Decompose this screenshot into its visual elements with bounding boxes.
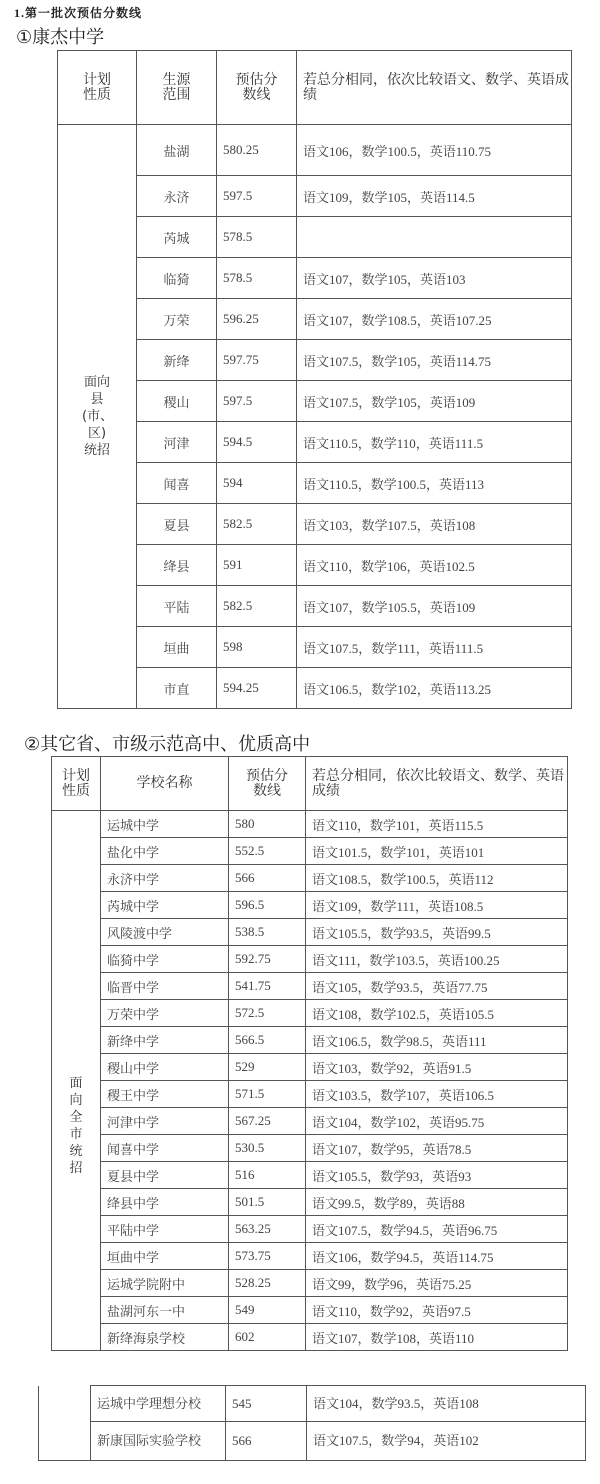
tiebreak-cell: 语文110.5，数学110，英语111.5 (297, 422, 572, 463)
school-name-cell: 新绛 (137, 340, 217, 381)
school-name-cell: 芮城 (137, 217, 217, 258)
score-cell: 516 (229, 1162, 306, 1189)
header-score: 预估分数线 (217, 51, 297, 125)
score-cell: 594.25 (217, 668, 297, 709)
score-cell: 596.5 (229, 892, 306, 919)
tiebreak-cell: 语文110.5，数学100.5，英语113 (297, 463, 572, 504)
score-cell: 549 (229, 1297, 306, 1324)
section1-title: ①康杰中学 (16, 27, 105, 48)
score-cell: 545 (226, 1386, 307, 1422)
tiebreak-cell: 语文104，数学93.5，英语108 (307, 1386, 586, 1422)
school-name-cell: 河津 (137, 422, 217, 463)
table-row (52, 1297, 568, 1324)
kangjie-score-table (57, 50, 572, 709)
tiebreak-cell: 语文104，数学102，英语95.75 (306, 1108, 568, 1135)
tiebreak-cell: 语文109，数学105，英语114.5 (297, 176, 572, 217)
school-name-cell: 新绛中学 (101, 1027, 229, 1054)
tiebreak-cell: 语文105.5，数学93.5，英语99.5 (306, 919, 568, 946)
score-cell: 566 (229, 865, 306, 892)
tiebreak-cell: 语文99，数学96，英语75.25 (306, 1270, 568, 1297)
tiebreak-cell: 语文108.5，数学100.5，英语112 (306, 865, 568, 892)
school-name-cell: 万荣中学 (101, 1000, 229, 1027)
school-name-cell: 稷王中学 (101, 1081, 229, 1108)
school-name-cell: 芮城中学 (101, 892, 229, 919)
tiebreak-cell: 语文107，数学105，英语103 (297, 258, 572, 299)
tiebreak-cell: 语文107，数学95，英语78.5 (306, 1135, 568, 1162)
tiebreak-cell: 语文99.5，数学89，英语88 (306, 1189, 568, 1216)
header-row (52, 757, 568, 811)
table-row (39, 1422, 586, 1461)
tiebreak-cell: 语文101.5，数学101，英语101 (306, 838, 568, 865)
school-name-cell: 新绛海泉学校 (101, 1324, 229, 1351)
header-source: 生源范围 (137, 51, 217, 125)
school-name-cell: 运城中学 (101, 811, 229, 838)
school-name-cell: 风陵渡中学 (101, 919, 229, 946)
score-cell: 572.5 (229, 1000, 306, 1027)
school-name-cell: 闻喜中学 (101, 1135, 229, 1162)
table-row (52, 946, 568, 973)
tiebreak-cell: 语文107，数学105.5，英语109 (297, 586, 572, 627)
tiebreak-cell: 语文106.5，数学102，英语113.25 (297, 668, 572, 709)
header-plan-type: 计划性质 (58, 51, 137, 125)
score-cell: 596.25 (217, 299, 297, 340)
header-tiebreak: 若总分相同，依次比较语文、数学、英语成绩 (306, 757, 568, 811)
score-cell: 582.5 (217, 586, 297, 627)
score-cell: 578.5 (217, 217, 297, 258)
plan-type-cell: 面向全市统招 (52, 811, 101, 1351)
score-cell: 563.25 (229, 1216, 306, 1243)
tiebreak-cell: 语文107，数学108，英语110 (306, 1324, 568, 1351)
tiebreak-cell: 语文107.5，数学105，英语114.75 (297, 340, 572, 381)
score-cell: 597.5 (217, 381, 297, 422)
score-cell: 594 (217, 463, 297, 504)
tiebreak-cell: 语文107.5，数学94.5，英语96.75 (306, 1216, 568, 1243)
header-plan-type: 计划性质 (52, 757, 101, 811)
table-row (52, 919, 568, 946)
score-cell: 552.5 (229, 838, 306, 865)
score-cell: 578.5 (217, 258, 297, 299)
score-cell: 594.5 (217, 422, 297, 463)
school-name-cell: 绛县 (137, 545, 217, 586)
score-cell: 571.5 (229, 1081, 306, 1108)
school-name-cell: 新康国际实验学校 (91, 1422, 226, 1461)
document-title: 1.第一批次预估分数线 (14, 6, 143, 20)
school-name-cell: 平陆中学 (101, 1216, 229, 1243)
table-row (52, 1081, 568, 1108)
table-row (52, 1054, 568, 1081)
tiebreak-cell: 语文110，数学92，英语97.5 (306, 1297, 568, 1324)
score-cell: 592.75 (229, 946, 306, 973)
score-cell: 501.5 (229, 1189, 306, 1216)
table-row (39, 1386, 586, 1422)
tiebreak-cell: 语文105.5，数学93，英语93 (306, 1162, 568, 1189)
school-name-cell: 夏县 (137, 504, 217, 545)
table-row (52, 892, 568, 919)
school-name-cell: 永济 (137, 176, 217, 217)
school-name-cell: 万荣 (137, 299, 217, 340)
plan-type-cell: 面向县(市、区)统招 (58, 125, 137, 709)
tiebreak-cell: 语文108，数学102.5，英语105.5 (306, 1000, 568, 1027)
table-row (52, 1000, 568, 1027)
score-cell: 541.75 (229, 973, 306, 1000)
school-name-cell: 临晋中学 (101, 973, 229, 1000)
score-cell: 582.5 (217, 504, 297, 545)
school-name-cell: 临猗中学 (101, 946, 229, 973)
tiebreak-cell: 语文106.5，数学98.5，英语111 (306, 1027, 568, 1054)
school-name-cell: 盐化中学 (101, 838, 229, 865)
table-row (52, 1135, 568, 1162)
table-row (52, 1324, 568, 1351)
table-row (52, 1162, 568, 1189)
school-name-cell: 运城中学理想分校 (91, 1386, 226, 1422)
school-name-cell: 稷山 (137, 381, 217, 422)
tiebreak-cell (297, 217, 572, 258)
school-name-cell: 临猗 (137, 258, 217, 299)
school-name-cell: 河津中学 (101, 1108, 229, 1135)
other-schools-score-table-continued (38, 1385, 586, 1461)
tiebreak-cell: 语文109，数学111，英语108.5 (306, 892, 568, 919)
tiebreak-cell: 语文106，数学94.5，英语114.75 (306, 1243, 568, 1270)
tiebreak-cell: 语文107，数学108.5，英语107.25 (297, 299, 572, 340)
score-cell: 529 (229, 1054, 306, 1081)
school-name-cell: 垣曲 (137, 627, 217, 668)
school-name-cell: 闻喜 (137, 463, 217, 504)
school-name-cell: 永济中学 (101, 865, 229, 892)
score-cell: 567.25 (229, 1108, 306, 1135)
header-score: 预估分数线 (229, 757, 306, 811)
tiebreak-cell: 语文107.5，数学111，英语111.5 (297, 627, 572, 668)
tiebreak-cell: 语文110，数学106，英语102.5 (297, 545, 572, 586)
school-name-cell: 运城学院附中 (101, 1270, 229, 1297)
score-cell: 598 (217, 627, 297, 668)
table-row (58, 125, 572, 176)
plan-type-cell-continued (39, 1422, 91, 1461)
tiebreak-cell: 语文103.5，数学107，英语106.5 (306, 1081, 568, 1108)
table-row (52, 1216, 568, 1243)
tiebreak-cell: 语文103，数学107.5，英语108 (297, 504, 572, 545)
score-cell: 566 (226, 1422, 307, 1461)
score-cell: 597.75 (217, 340, 297, 381)
table-row (52, 838, 568, 865)
school-name-cell: 盐湖 (137, 125, 217, 176)
header-source: 学校名称 (101, 757, 229, 811)
school-name-cell: 夏县中学 (101, 1162, 229, 1189)
score-cell: 530.5 (229, 1135, 306, 1162)
header-row (58, 51, 572, 125)
table-row (52, 973, 568, 1000)
other-schools-score-table (51, 756, 568, 1351)
score-cell: 566.5 (229, 1027, 306, 1054)
tiebreak-cell: 语文106，数学100.5，英语110.75 (297, 125, 572, 176)
score-cell: 528.25 (229, 1270, 306, 1297)
tiebreak-cell: 语文107.5，数学105，英语109 (297, 381, 572, 422)
school-name-cell: 市直 (137, 668, 217, 709)
table-row (52, 1270, 568, 1297)
tiebreak-cell: 语文105，数学93.5，英语77.75 (306, 973, 568, 1000)
score-cell: 597.5 (217, 176, 297, 217)
score-cell: 580 (229, 811, 306, 838)
school-name-cell: 平陆 (137, 586, 217, 627)
tiebreak-cell: 语文103，数学92，英语91.5 (306, 1054, 568, 1081)
school-name-cell: 盐湖河东一中 (101, 1297, 229, 1324)
school-name-cell: 垣曲中学 (101, 1243, 229, 1270)
plan-type-cell-continued (39, 1386, 91, 1422)
score-cell: 602 (229, 1324, 306, 1351)
table-row (52, 811, 568, 838)
score-cell: 538.5 (229, 919, 306, 946)
tiebreak-cell: 语文111，数学103.5，英语100.25 (306, 946, 568, 973)
score-cell: 591 (217, 545, 297, 586)
section2-title: ②其它省、市级示范高中、优质高中 (24, 734, 311, 755)
school-name-cell: 稷山中学 (101, 1054, 229, 1081)
table-row (52, 1189, 568, 1216)
school-name-cell: 绛县中学 (101, 1189, 229, 1216)
table-row (52, 1027, 568, 1054)
header-tiebreak: 若总分相同，依次比较语文、数学、英语成绩 (297, 51, 572, 125)
score-cell: 573.75 (229, 1243, 306, 1270)
tiebreak-cell: 语文107.5，数学94，英语102 (307, 1422, 586, 1461)
table-row (52, 865, 568, 892)
table-row (52, 1243, 568, 1270)
tiebreak-cell: 语文110，数学101，英语115.5 (306, 811, 568, 838)
score-cell: 580.25 (217, 125, 297, 176)
table-row (52, 1108, 568, 1135)
